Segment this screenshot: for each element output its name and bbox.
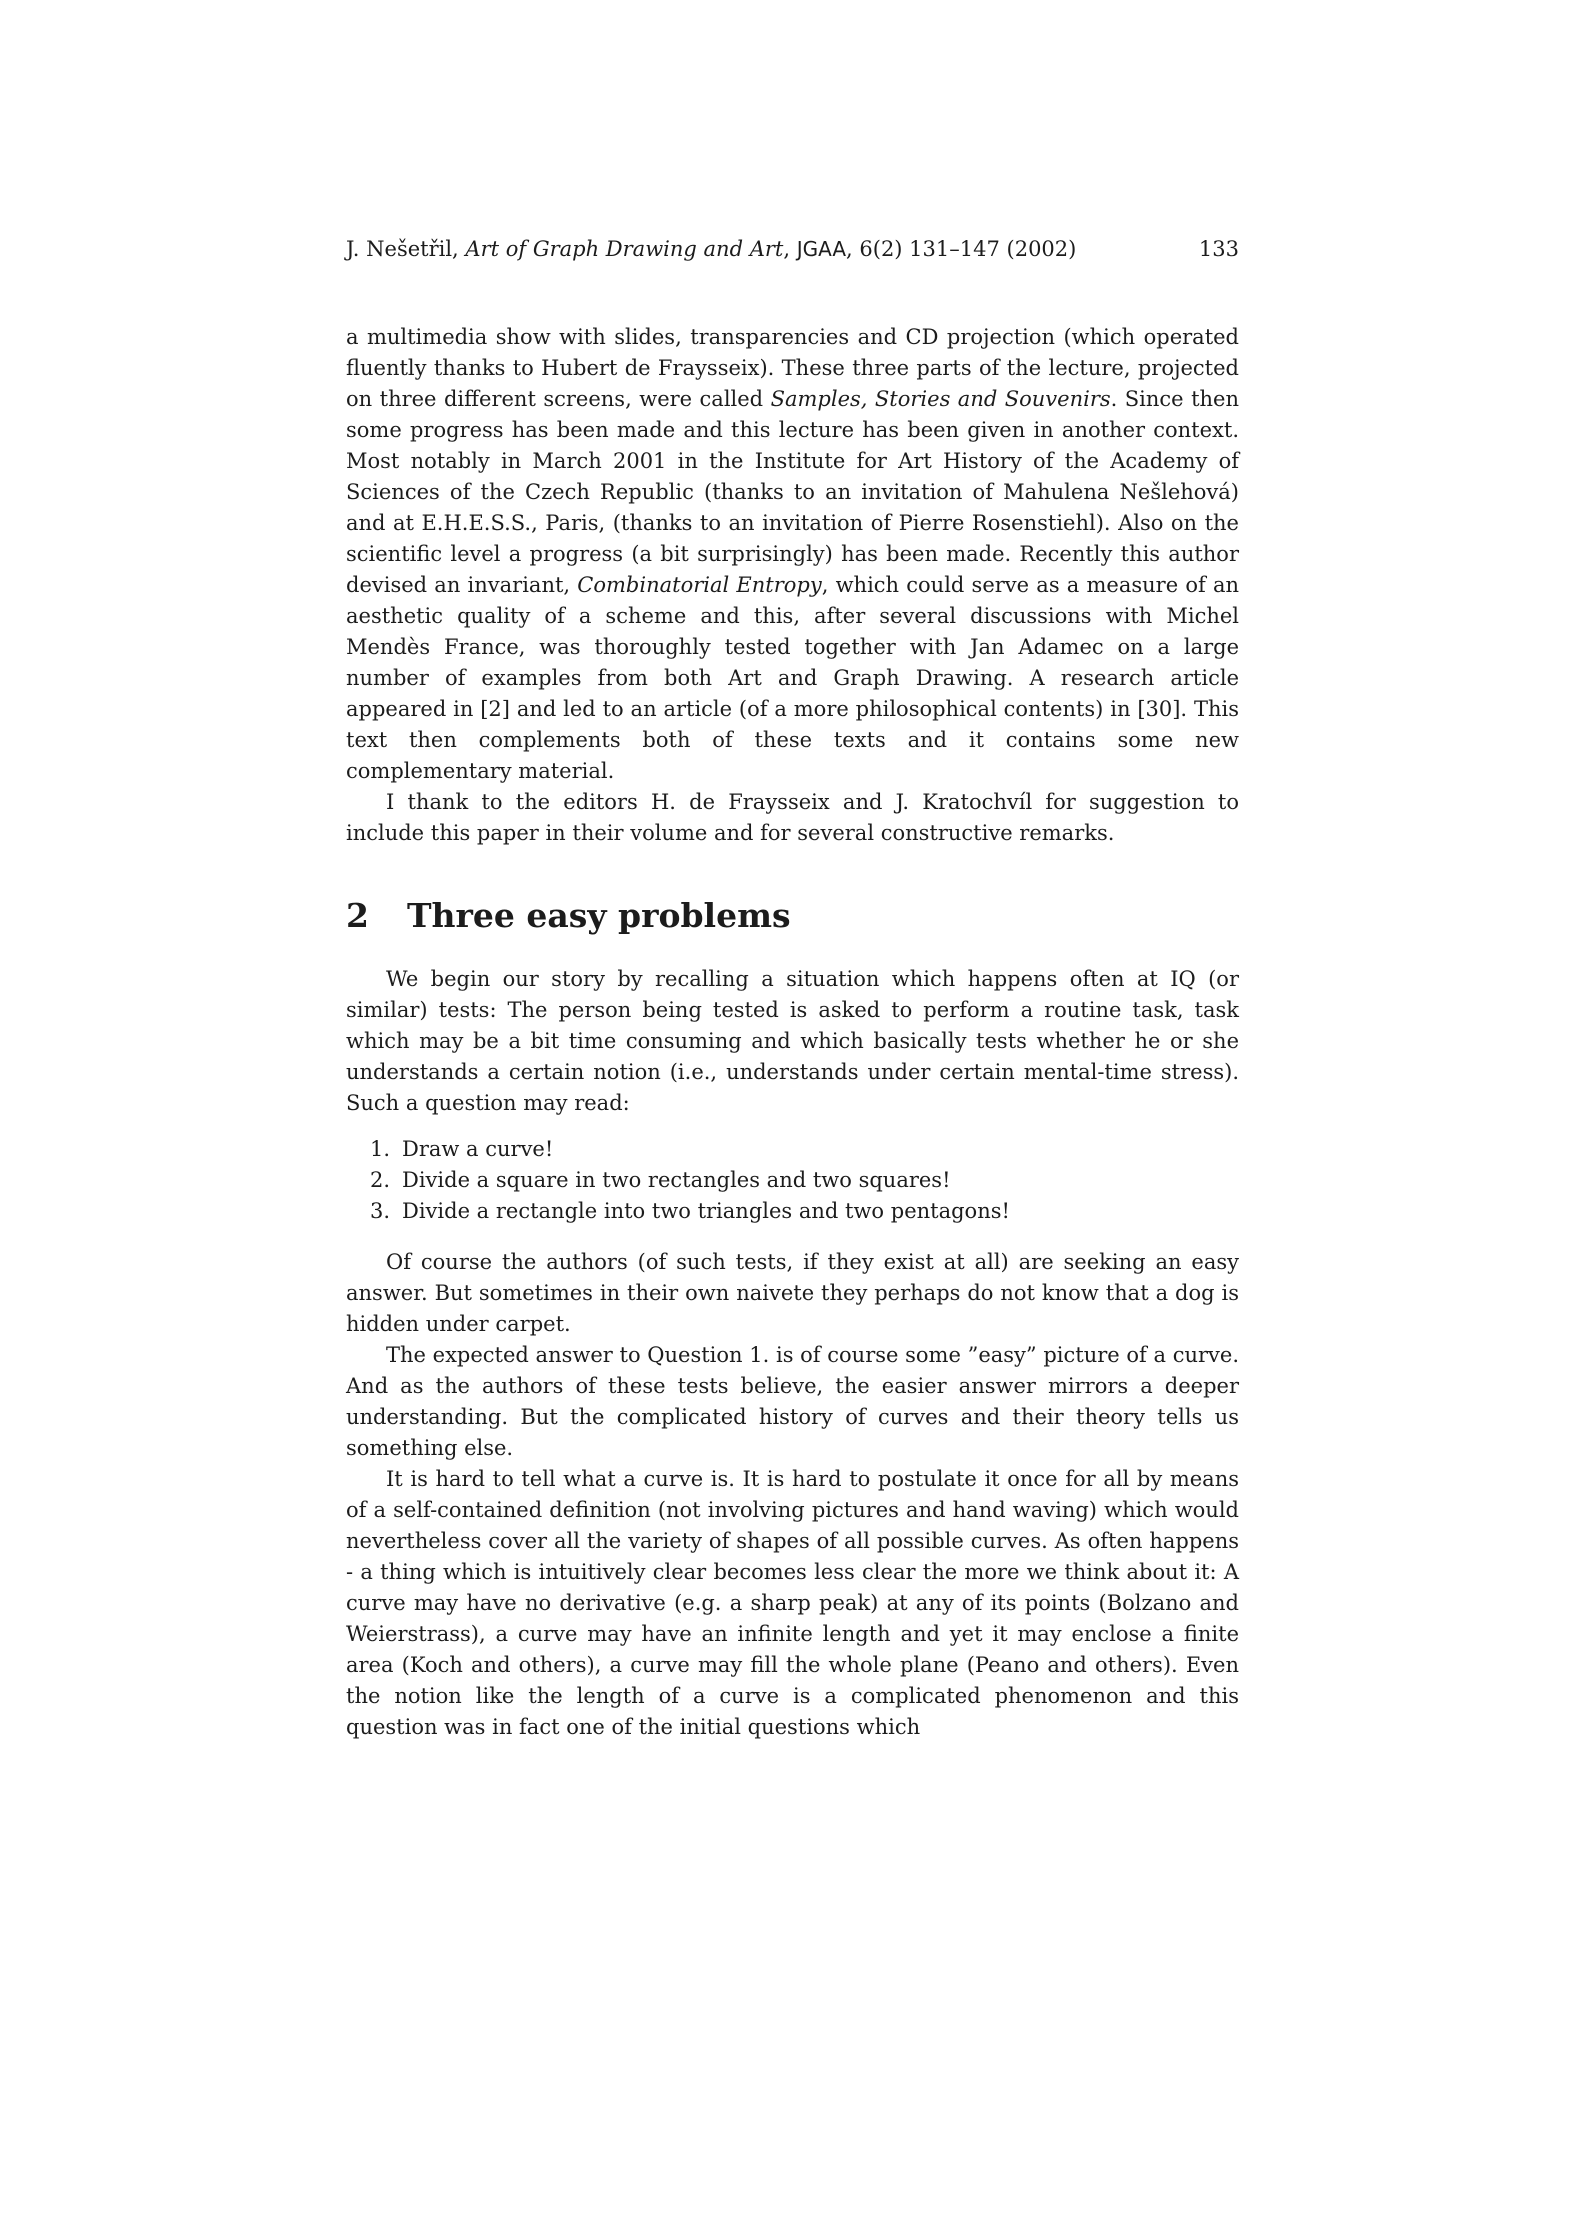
list-item — [366, 1165, 1226, 1196]
running-head-journal: JGAA — [796, 237, 847, 261]
list-item-text: Draw a curve! — [402, 1137, 554, 1161]
paragraph-text: . Since then some progress has been made and this lecture has been given in another context. Most notably in March 2001 in the Institute for Art History of the Academy of Sciences of the Czech Republic (thanks to an invitation of Mahulena Nešlehová) and at E.H.E.S.S., Paris, (thanks to an invitation of Pierre Rosenstiehl). Also on the scientific level a progress (a bit surprisingly) has been made. Recently this author devised an invariant, — [346, 387, 1239, 597]
running-head-title: Art of Graph Drawing and Art — [465, 237, 784, 261]
intro-block — [346, 322, 1239, 849]
page-number: 133 — [1198, 237, 1239, 261]
list-item-text: Divide a square in two rectangles and two squares! — [402, 1168, 951, 1192]
running-head-citation — [346, 232, 1076, 266]
list-item — [366, 1134, 1226, 1165]
paragraph-acknowledgement: I thank to the editors H. de Fraysseix and J. Kratochvíl for suggestion to include this paper in their volume and for several constructive remarks. — [346, 790, 1239, 845]
paragraph-text: We begin our story by recalling a situation which happens often at IQ (or similar) tests: The person being tested is asked to perform a routine task, task which may be a bit time consuming and which basically tests whether he or she understands a certain notion (i.e., understands under certain mental-time stress). Such a question may read: — [346, 967, 1239, 1115]
paragraph-text: , which could serve as a measure of an aesthetic quality of a scheme and this, after several discussions with Michel Mendès France, was thoroughly tested together with Jan Adamec on a large number of examples from both Art and Graph Drawing. A research article appeared in [2] and led to an article (of a more philosophical contents) in [30]. This text then complements both of these texts and it contains some new complementary material. — [346, 573, 1240, 783]
section-title: Three easy problems — [406, 896, 791, 935]
section-heading — [346, 890, 1239, 942]
paragraph-iq-tests — [346, 964, 1239, 1119]
running-head-author: J. Nešetřil, — [346, 237, 466, 261]
running-head-separator: , — [783, 237, 797, 261]
section-number: 2 — [346, 896, 369, 935]
running-head-volume: , 6(2) 131–147 (2002) — [846, 237, 1077, 261]
paragraph-what-is-a-curve: It is hard to tell what a curve is. It is hard to postulate it once for all by means of a self-contained definition (not involving pictures and hand waving) which would nevertheless cover all the variety of shapes of all possible curves. As often happens - a thing which is intuitively clear becomes less clear the more we think about it: A curve may have no derivative (e.g. a sharp peak) at any of its points (Bolzano and Weierstrass), a curve may have an infinite length and yet it may enclose a finite area (Koch and others), a curve may fill the whole plane (Peano and others). Even the notion like the length of a curve is a complicated phenomenon and this question was in fact one of the initial questions which — [346, 1467, 1239, 1739]
paragraph-expected-answer: The expected answer to Question 1. is of course some ”easy” picture of a curve. And as the authors of these tests believe, the easier answer mirrors a deeper understanding. But the complicated history of curves and their theory tells us something else. — [346, 1343, 1239, 1460]
list-item-number: 3. — [369, 1199, 390, 1223]
paragraph-lecture-history — [346, 322, 1239, 787]
list-item — [366, 1196, 1226, 1227]
running-head — [346, 232, 1239, 266]
problem-list — [366, 1134, 1226, 1227]
paragraph-text: a multimedia show with slides, transparencies and CD projection (which operated fluently thanks to Hubert de Fraysseix). These three parts of the lecture, projected on three different screens, were called — [346, 325, 1239, 411]
list-item-number: 2. — [369, 1168, 390, 1192]
list-item-number: 1. — [369, 1137, 390, 1161]
closing-block — [346, 1247, 1239, 1743]
emphasis-combinatorial-entropy: Combinatorial Entropy — [577, 573, 822, 597]
emphasis-samples-stories-souvenirs: Samples, Stories and Souvenirs — [770, 387, 1111, 411]
paragraph-naivete: Of course the authors (of such tests, if they exist at all) are seeking an easy answer. But sometimes in their own naivete they perhaps do not know that a dog is hidden under carpet. — [346, 1250, 1239, 1336]
list-item-text: Divide a rectangle into two triangles and two pentagons! — [402, 1199, 1010, 1223]
